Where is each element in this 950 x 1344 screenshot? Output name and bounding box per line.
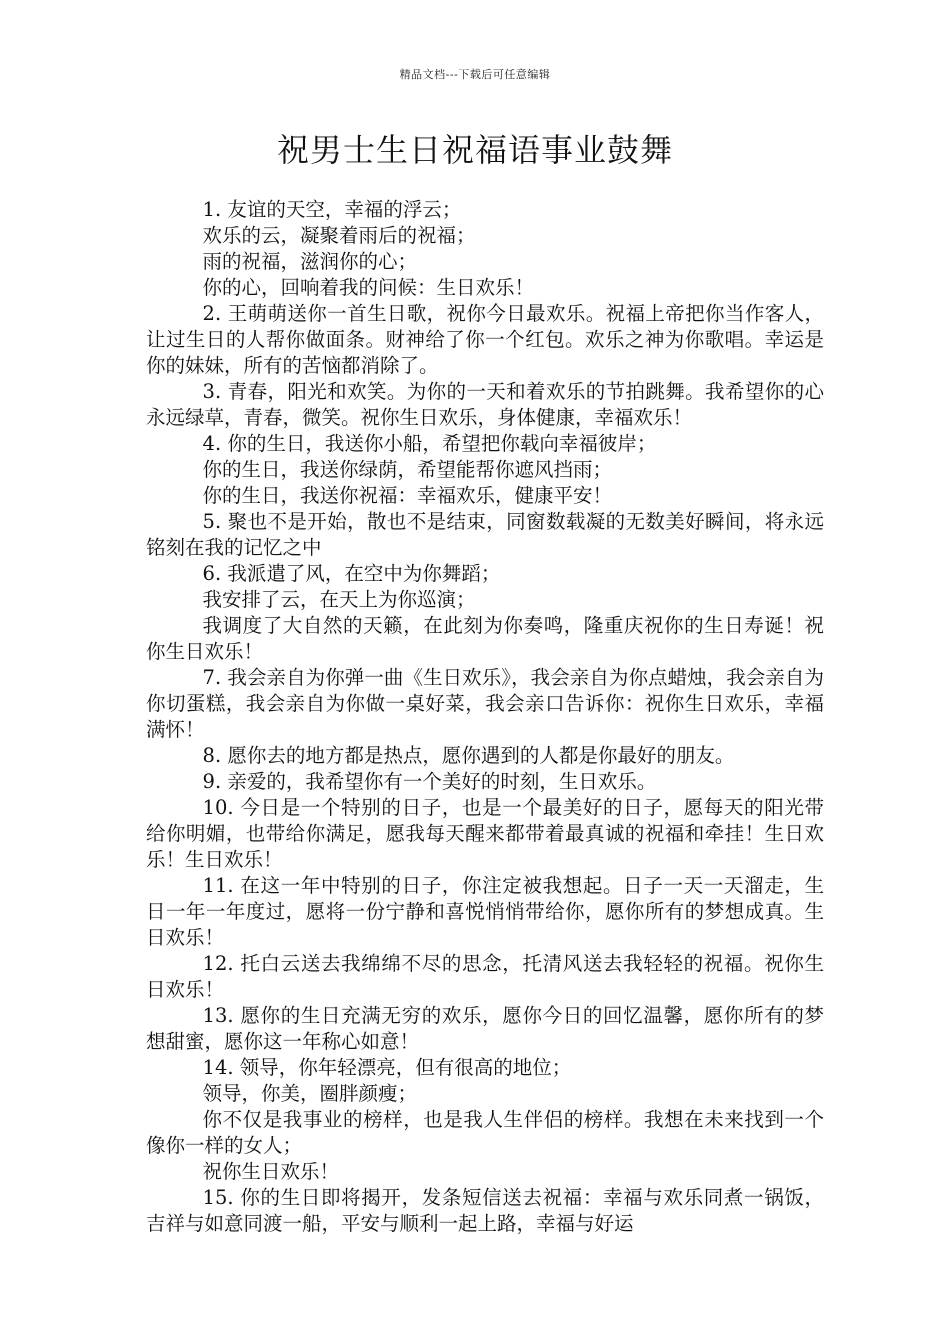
paragraph: 欢乐的云，凝聚着雨后的祝福； [202,224,476,247]
paragraph: 祝你生日欢乐！ [202,1160,340,1183]
header-note: 精品文档---下载后可任意编辑 [399,68,551,81]
paragraph: 你的生日，我送你祝福：幸福欢乐，健康平安！ [202,484,613,507]
paragraph: 10. 今日是一个特别的日子，也是一个最美好的日子，愿每天的阳光带给你明媚，也带给你满足，愿我每天醒来都带着最真诚的祝福和牵挂！生日欢乐！生日欢乐！ [146,796,824,871]
paragraph: 我安排了云，在天上为你巡演； [202,588,476,611]
paragraph: 你不仅是我事业的榜样，也是我人生伴侣的榜样。我想在未来找到一个像你一样的女人； [146,1108,824,1157]
paragraph: 15. 你的生日即将揭开，发条短信送去祝福：幸福与欢乐同煮一锅饭，吉祥与如意同渡一船，平安与顺利一起上路，幸福与好运 [146,1186,824,1235]
paragraph: 6. 我派遣了风，在空中为你舞蹈； [202,562,501,585]
paragraph: 14. 领导，你年轻漂亮，但有很高的地位； [202,1056,572,1079]
paragraph: 领导，你美，圈胖颜瘦； [202,1082,418,1105]
paragraph: 3. 青春，阳光和欢笑。为你的一天和着欢乐的节拍跳舞。我希望你的心永远绿草，青春，微笑。祝你生日欢乐，身体健康，幸福欢乐！ [146,380,824,429]
paragraph: 13. 愿你的生日充满无穷的欢乐，愿你今日的回忆温馨，愿你所有的梦想甜蜜，愿你这一年称心如意！ [146,1004,824,1053]
paragraph: 9. 亲爱的，我希望你有一个美好的时刻，生日欢乐。 [202,770,657,793]
document-title: 祝男士生日祝福语事业鼓舞 [276,131,673,169]
paragraph: 4. 你的生日，我送你小船，希望把你载向幸福彼岸； [202,432,657,455]
paragraph: 11. 在这一年中特别的日子，你注定被我想起。日子一天一天溜走，生日一年一年度过，愿将一份宁静和喜悦悄悄带给你，愿你所有的梦想成真。生日欢乐！ [146,874,824,949]
paragraph: 5. 聚也不是开始，散也不是结束，同窗数载凝的无数美好瞬间，将永远铭刻在我的记忆之中 [146,510,824,559]
paragraph: 12. 托白云送去我绵绵不尽的思念，托清风送去我轻轻的祝福。祝你生日欢乐！ [146,952,824,1001]
paragraph: 8. 愿你去的地方都是热点，愿你遇到的人都是你最好的朋友。 [202,744,735,767]
paragraph: 7. 我会亲自为你弹一曲《生日欢乐》，我会亲自为你点蜡烛，我会亲自为你切蛋糕，我会亲自为你做一桌好菜，我会亲口告诉你：祝你生日欢乐，幸福满怀！ [146,666,824,741]
paragraph: 你的心，回响着我的问候：生日欢乐！ [202,276,535,299]
paragraph: 我调度了大自然的天籁，在此刻为你奏鸣，隆重庆祝你的生日寿诞！祝你生日欢乐！ [146,614,824,663]
paragraph: 1. 友谊的天空，幸福的浮云； [202,198,462,221]
paragraph: 雨的祝福，滋润你的心； [202,250,418,273]
paragraph: 你的生日，我送你绿荫，希望能帮你遮风挡雨； [202,458,613,481]
paragraph: 2. 王萌萌送你一首生日歌，祝你今日最欢乐。祝福上帝把你当作客人，让过生日的人帮你做面条。财神给了你一个红包。欢乐之神为你歌唱。幸运是你的妹妹，所有的苦恼都消除了。 [146,302,824,377]
document-body [146,197,824,1237]
